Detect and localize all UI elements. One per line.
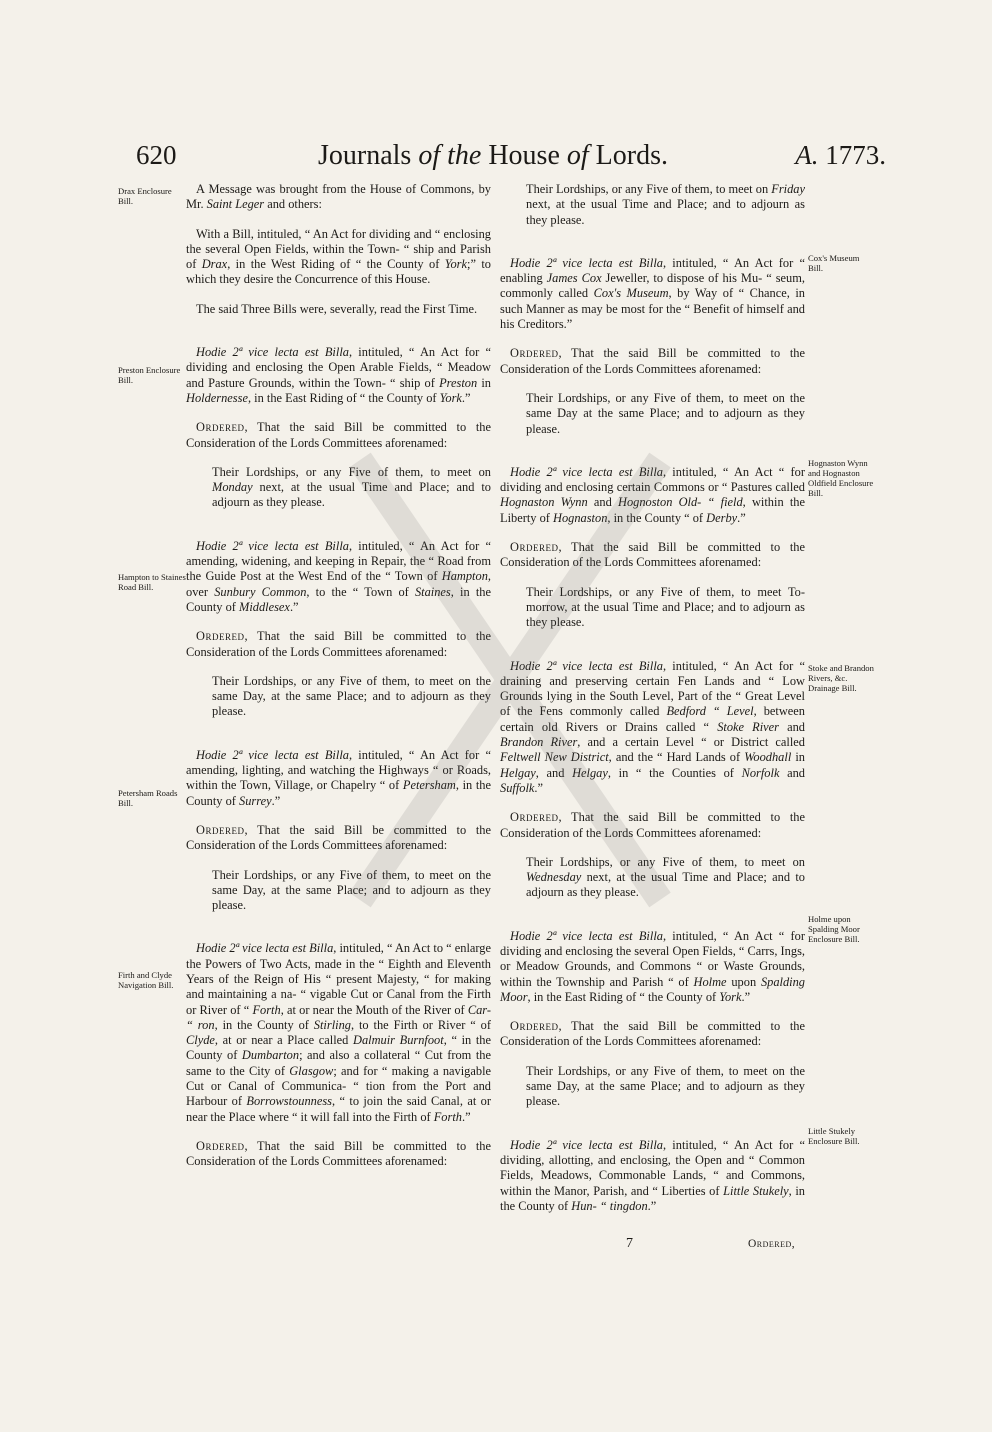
paragraph-firth-bill: Hodie 2ª vice lecta est Billa, intituled, “ An Act to “ enlarge the Powers of Two Acts, made in the “ Eighth and Eleventh Years of the Reign of His “ present Majesty, “ for making and maintaining a na- “ vigable Cut or Canal from the Firth or River of “ Forth, at or near the Mouth of the River of Car- “ ron, in the County of Stirling, to the Firth or River “ of Clyde, at or near a Place called Dalmuir Burnfoot, “ in the County of Dumbarton; and also a collateral “ Cut from the same to the City of Glasgow; and for “ making a navigable Cut or Canal of Communica- “ tion from the Port and Harbour of Borrowstounness, “ to join the said Canal, at or near the Place where “ it will fall into the Firth of Forth.” xyxy=(186,941,492,1124)
paragraph-petersham-bill: Hodie 2ª vice lecta est Billa, intituled, “ An Act for “ amending, lighting, and watching the Highways “ or Roads, within the Town, Village, or Chapelry “ of Petersham, in the County of Surrey.” xyxy=(186,747,491,808)
paragraph-ordered: Ordered, That the said Bill be committed to the Consideration of the Lords Committees aforenamed: xyxy=(500,1019,805,1049)
margin-note-preston: Preston Enclosure Bill. xyxy=(118,365,181,385)
margin-note-cox: Cox's Museum Bill. xyxy=(808,253,860,273)
paragraph-ordered: Ordered, That the said Bill be committed to the Consideration of the Lords Committees aforenamed: xyxy=(500,810,805,840)
paragraph-drax-bill: With a Bill, intituled, “ An Act for dividing and “ enclosing the several Open Fields, within the Town- “ ship and Parish of Drax, in the West Riding of “ the County of York;” to which they desire the Concurrence of this House. xyxy=(186,226,491,287)
signature-mark: 7 xyxy=(626,1236,633,1251)
paragraph-ordered: Ordered, That the said Bill be committed to the Consideration of the Lords Committees aforenamed: xyxy=(500,540,805,570)
paragraph-message: A Message was brought from the House of Commons, by Mr. Saint Leger and others: xyxy=(186,182,491,212)
catchword: Ordered, xyxy=(748,1238,796,1250)
paragraph-stukely-bill: Hodie 2ª vice lecta est Billa, intituled, “ An Act for “ dividing, allotting, and enclosing, the Open and “ Common Fields, Meadows, Commonable Lands, “ and Commons, within the Manor, Parish, and “ Liberties of Little Stukely, in the County of Hun- “ tingdon.” xyxy=(500,1137,805,1213)
page-number: 620 xyxy=(136,140,177,170)
margin-note-firth: Firth and Clyde Navigation Bill. xyxy=(118,970,174,990)
margin-note-stoke: Stoke and Brandon Rivers, &c. Drainage Bill. xyxy=(808,663,874,693)
paragraph-lordships: Their Lordships, or any Five of them, to meet on the same Day, at the same Place; and to adjourn as they please. xyxy=(526,1063,805,1109)
page-year: A. 1773. xyxy=(795,140,886,170)
paragraph-lordships: Their Lordships, or any Five of them, to meet on the same Day, at the same Place; and to adjourn as they please. xyxy=(212,867,491,913)
margin-note-stukely: Little Stukely Enclosure Bill. xyxy=(808,1126,860,1146)
margin-note-drax: Drax Enclosure Bill. xyxy=(118,186,172,206)
paragraph-hampton-bill: Hodie 2ª vice lecta est Billa, intituled, “ An Act for “ amending, widening, and keeping in Repair, the “ Road from the Guide Post at the West End of the “ Town of Hampton, over Sunbury Common, to the “ Town of Staines, in the County of Middlesex.” xyxy=(186,538,491,614)
paragraph-lordships: Their Lordships, or any Five of them, to meet on Monday next, at the usual Time and Place; and to adjourn as they please. xyxy=(212,464,491,510)
paragraph-lordships: Their Lordships, or any Five of them, to meet To-morrow, at the usual Time and Place; and to adjourn as they please. xyxy=(526,584,805,630)
paragraph-holme-bill: Hodie 2ª vice lecta est Billa, intituled, “ An Act “ for dividing and enclosing the several Open Fields, “ Carrs, Ings, or Meadow Grounds, and Commons “ or Waste Grounds, within the Township and Parish “ of Holme upon Spalding Moor, in the East Riding of “ the County of York.” xyxy=(500,928,805,1004)
paragraph-stoke-bill: Hodie 2ª vice lecta est Billa, intituled, “ An Act for “ draining and preserving certain Fen Lands and “ Low Grounds lying in the South Level, Part of the “ Great Level of the Fens commonly called Bedford “ Level, between certain old Rivers or Drains called “ Stoke River and Brandon River, and a certain Level “ or District called Feltwell New District, and the “ Hard Lands of Woodhall in Helgay, and Helgay, in “ the Counties of Norfolk and Suffolk.” xyxy=(500,658,806,795)
paragraph-lordships: Their Lordships, or any Five of them, to meet on Friday next, at the usual Time and Place; and to adjourn as they please. xyxy=(526,182,805,227)
margin-note-hognaston: Hognaston Wynn and Hognaston Oldfield Enclosure Bill. xyxy=(808,458,874,498)
paragraph-lordships: Their Lordships, or any Five of them, to meet on the same Day, at the same Place; and to adjourn as they please. xyxy=(212,673,491,719)
left-column xyxy=(186,182,491,1184)
right-column xyxy=(500,182,805,1228)
paragraph-ordered: Ordered, That the said Bill be committed to the Consideration of the Lords Committees aforenamed: xyxy=(186,822,491,853)
margin-note-holme: Holme upon Spalding Moor Enclosure Bill. xyxy=(808,914,860,944)
paragraph-ordered: Ordered, That the said Bill be committed to the Consideration of the Lords Committees aforenamed: xyxy=(186,420,491,450)
paragraph-three-bills: The said Three Bills were, severally, read the First Time. xyxy=(196,301,478,316)
paragraph-lordships: Their Lordships, or any Five of them, to meet on the same Day at the same Place; and to adjourn as they please. xyxy=(526,390,805,436)
paragraph-ordered: Ordered, That the said Bill be committed to the Consideration of the Lords Committees aforenamed: xyxy=(186,629,491,659)
margin-note-hampton: Hampton to Staines Road Bill. xyxy=(118,572,186,592)
paragraph-cox-bill: Hodie 2ª vice lecta est Billa, intituled, “ An Act for “ enabling James Cox Jeweller, to dispose of his Mu- “ seum, commonly called Cox's Museum, by Way of “ Chance, in such Manner as may be most for the “ Benefit of himself and his Creditors.” xyxy=(500,255,805,332)
paragraph-hognaston-bill: Hodie 2ª vice lecta est Billa, intituled, “ An Act “ for dividing and enclosing certain Commons or “ Pastures called Hognaston Wynn and Hognoston Old- “ field, within the Liberty of Hognaston, in the County “ of Derby.” xyxy=(500,464,805,525)
paragraph-ordered: Ordered, That the said Bill be committed to the Consideration of the Lords Committees aforenamed: xyxy=(186,1138,491,1169)
page-header xyxy=(118,140,886,180)
paragraph-preston-bill: Hodie 2ª vice lecta est Billa, intituled, “ An Act for “ dividing and enclosing the Open Arable Fields, “ Meadow and Pasture Grounds, within the Town- “ ship of Preston in Holdernesse, in the East Riding of “ the County of York.” xyxy=(186,345,491,405)
paragraph-ordered: Ordered, That the said Bill be committed to the Consideration of the Lords Committees aforenamed: xyxy=(500,346,805,376)
page-title: Journals of the House of Lords. xyxy=(318,140,668,171)
paragraph-lordships: Their Lordships, or any Five of them, to meet on Wednesday next, at the usual Time and Place; and to adjourn as they please. xyxy=(526,854,805,900)
margin-note-petersham: Petersham Roads Bill. xyxy=(118,788,178,808)
